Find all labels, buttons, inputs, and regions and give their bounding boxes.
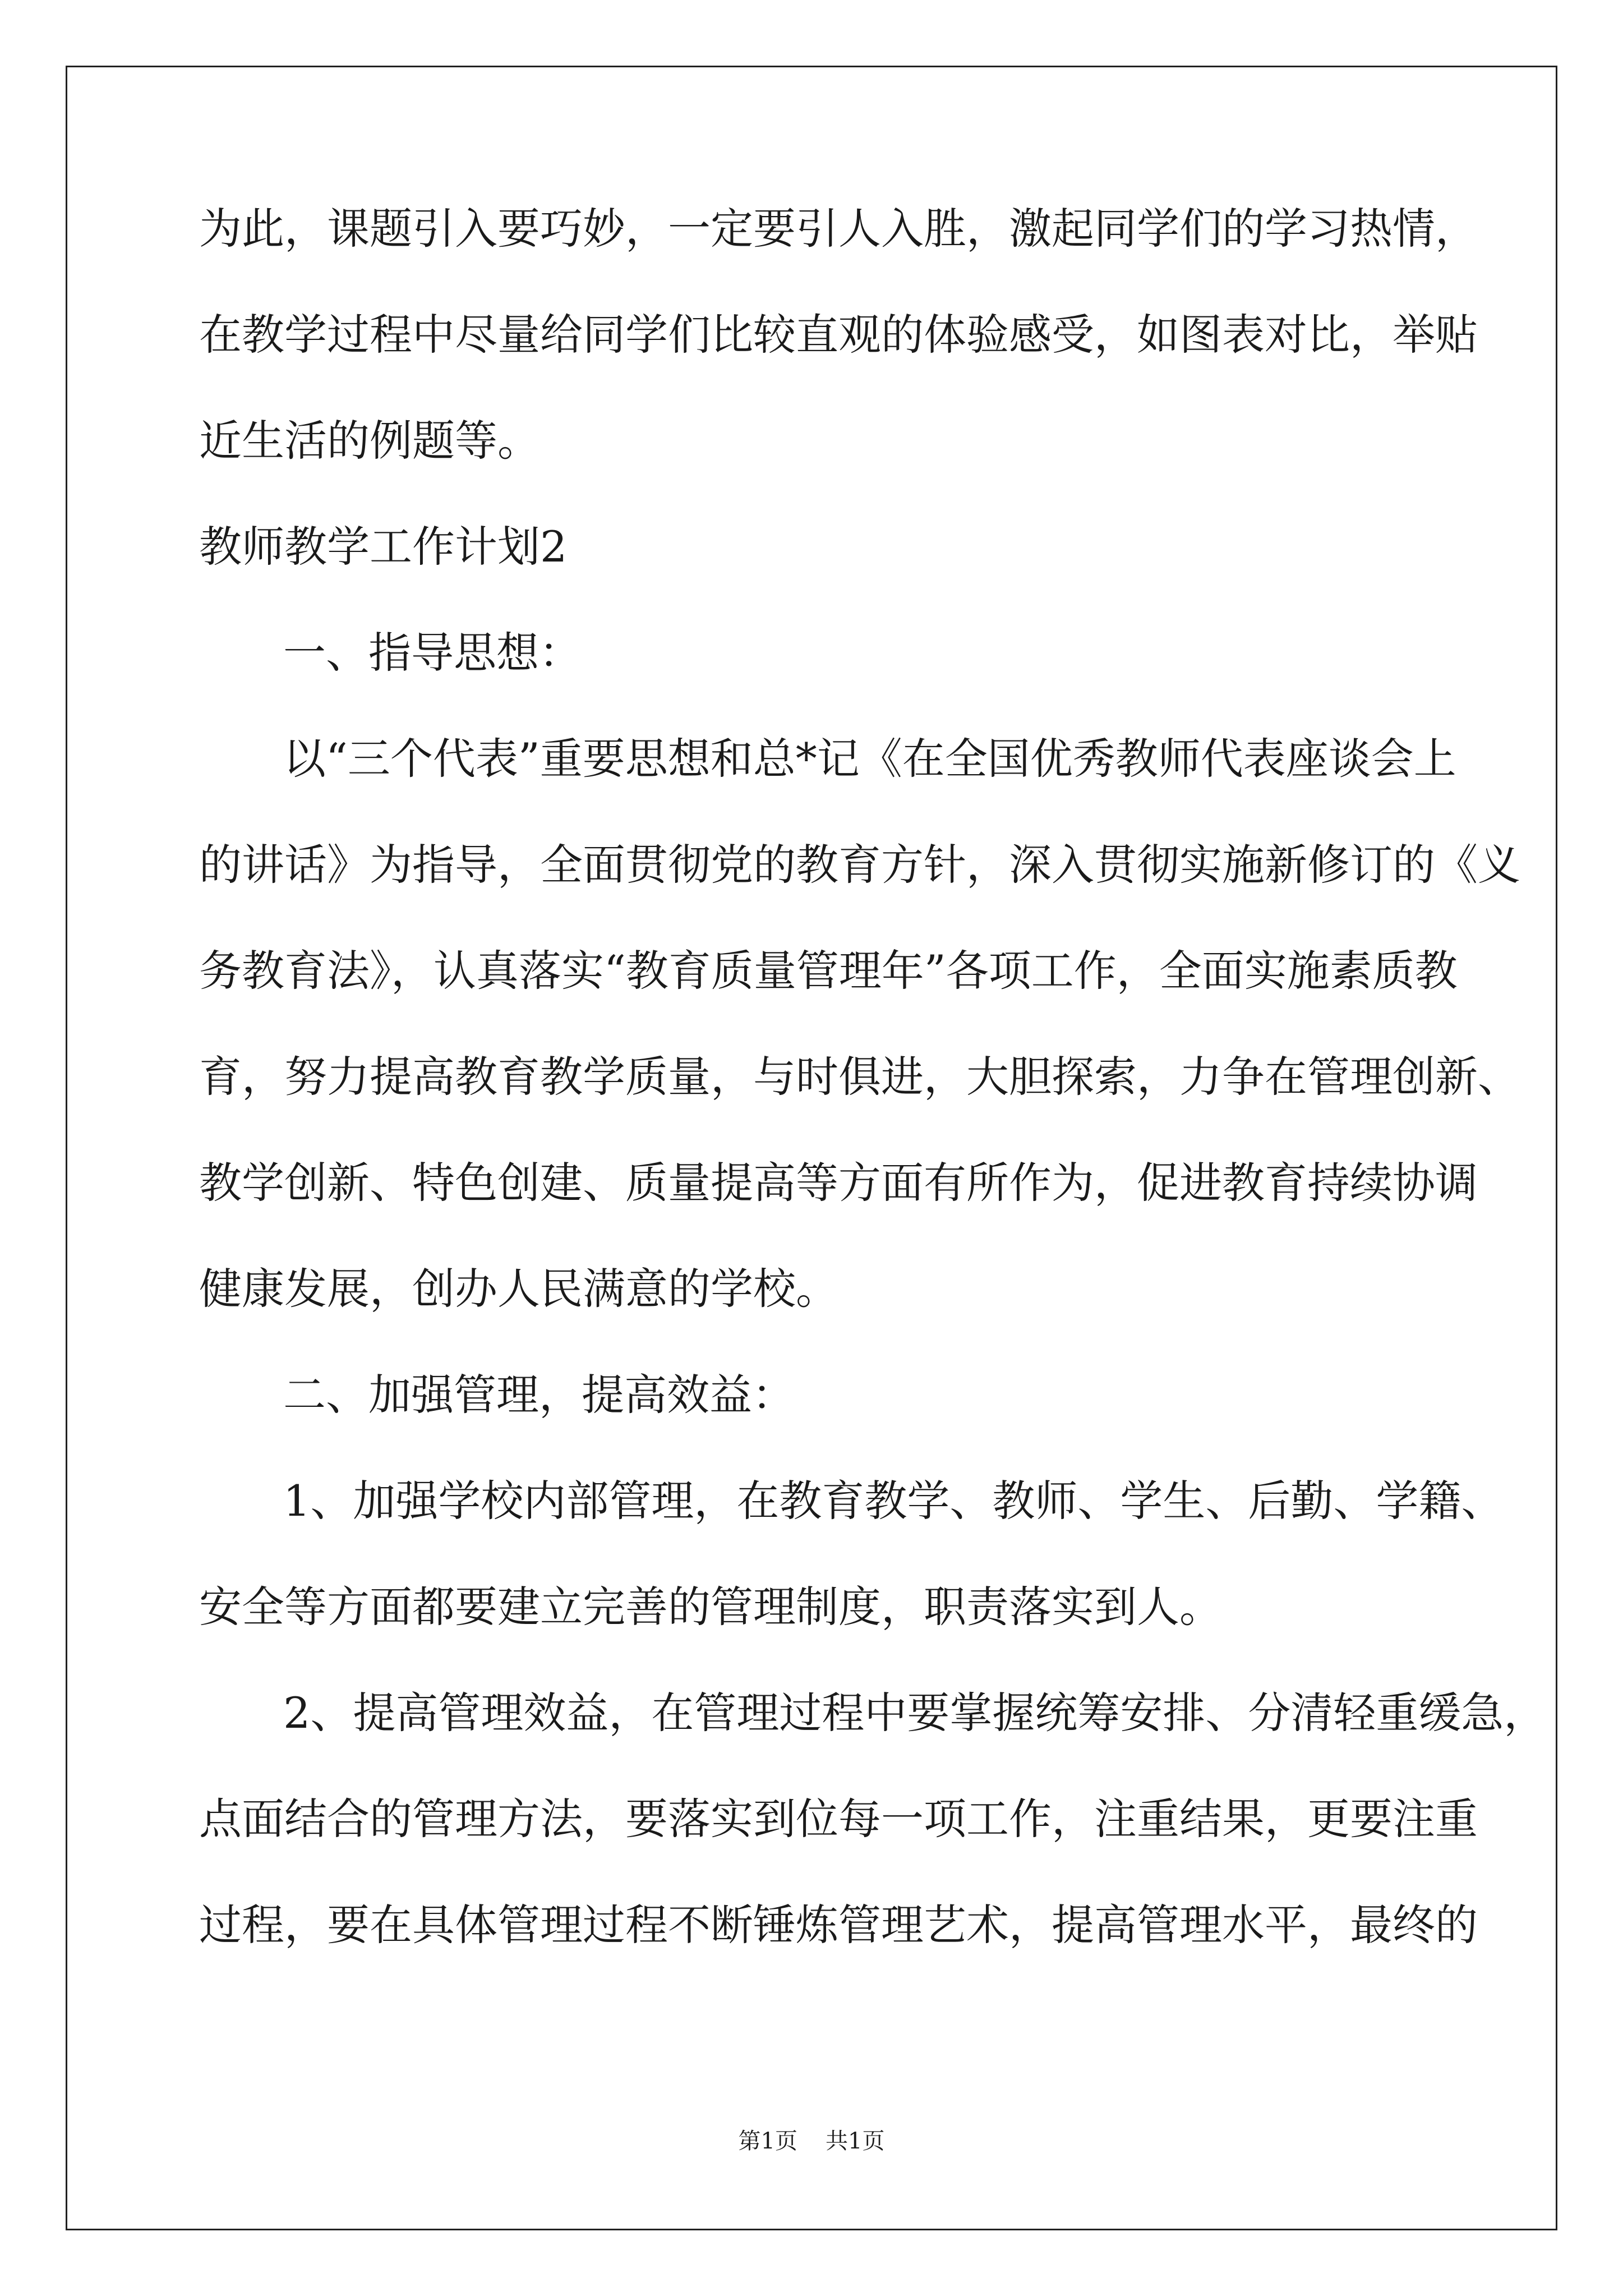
paragraph-line: 以“三个代表”重要思想和总*记《在全国优秀教师代表座谈会上 [283,734,1456,784]
paragraph-line: 近生活的例题等。 [199,416,540,466]
paragraph-line: 育，努力提高教育教学质量，与时俱进，大胆探索，力争在管理创新、 [199,1052,1520,1102]
section-title: 教师教学工作计划2 [199,522,568,572]
paragraph-line: 点面结合的管理方法，要落实到位每一项工作，注重结果，更要注重 [199,1794,1478,1844]
section-heading: 一、指导思想： [283,628,582,678]
section-heading: 二、加强管理，提高效益： [283,1370,795,1420]
paragraph-line: 过程，要在具体管理过程不断锤炼管理艺术，提高管理水平，最终的 [199,1900,1478,1950]
page-total: 共1页 [826,2128,885,2154]
paragraph-line: 的讲话》为指导，全面贯彻党的教育方针，深入贯彻实施新修订的《义 [199,840,1520,890]
paragraph-line: 安全等方面都要建立完善的管理制度，职责落实到人。 [199,1582,1222,1632]
paragraph-line: 教学创新、特色创建、质量提高等方面有所作为，促进教育持续协调 [199,1158,1478,1208]
paragraph-line: 1、加强学校内部管理，在教育教学、教师、学生、后勤、学籍、 [283,1476,1504,1526]
paragraph-line: 2、提高管理效益，在管理过程中要掌握统筹安排、分清轻重缓急， [283,1688,1547,1738]
paragraph-line: 务教育法》，认真落实“教育质量管理年”各项工作，全面实施素质教 [199,946,1458,996]
paragraph-line: 健康发展，创办人民满意的学校。 [199,1264,838,1314]
paragraph-line: 为此，课题引入要巧妙，一定要引人入胜，激起同学们的学习热情， [199,204,1478,254]
paragraph-line: 在教学过程中尽量给同学们比较直观的体验感受，如图表对比，举贴 [199,310,1478,360]
page-number: 第1页 [738,2128,797,2154]
page-footer [0,2123,1623,2155]
